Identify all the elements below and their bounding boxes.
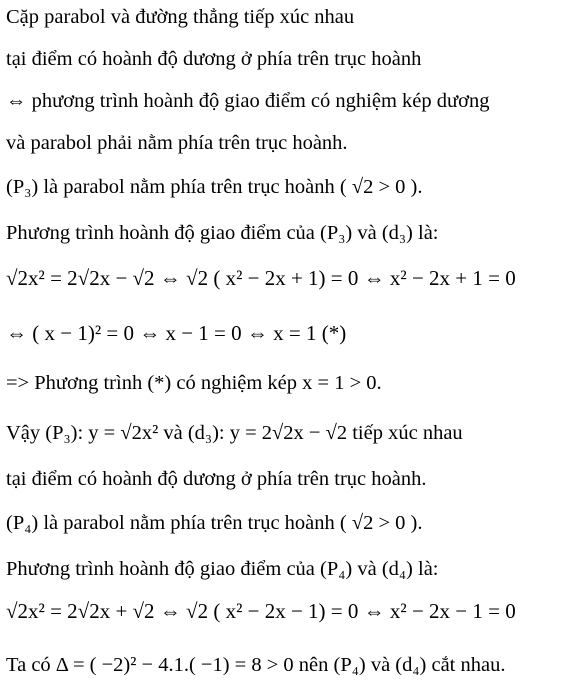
text-line-12: Ta có Δ = ( −2)² − 4.1.( −1) = 8 > 0 nên (P₄) và (d₄) cắt nhau. — [6, 654, 506, 676]
text-line-3: ⇔ phương trình hoành độ giao điểm có nghiệm kép dương — [6, 90, 490, 112]
text-line-9: tại điểm có hoành độ dương ở phía trên trục hoành. — [6, 468, 427, 490]
equation-line-1: √2x² = 2√2x − √2 ⇔ √2 ( x² − 2x + 1) = 0 ⇔ x² − 2x + 1 = 0 — [6, 266, 516, 290]
equation-line-2: ⇔ ( x − 1)² = 0 ⇔ x − 1 = 0 ⇔ x = 1 (*) — [6, 321, 347, 345]
text-line-1: Cặp parabol và đường thẳng tiếp xúc nhau — [6, 6, 355, 28]
text-line-2: tại điểm có hoành độ dương ở phía trên trục hoành — [6, 48, 422, 70]
equation-line-3: √2x² = 2√2x + √2 ⇔ √2 ( x² − 2x − 1) = 0 ⇔ x² − 2x − 1 = 0 — [6, 599, 516, 623]
text-line-10: (P₄) là parabol nằm phía trên trục hoành ( √2 > 0 ). — [6, 512, 423, 534]
text-line-11: Phương trình hoành độ giao điểm của (P₄) và (d₄) là: — [6, 558, 439, 580]
text-line-5: (P₃) là parabol nằm phía trên trục hoành ( √2 > 0 ). — [6, 176, 423, 198]
text-line-6: Phương trình hoành độ giao điểm của (P₃) và (d₃) là: — [6, 222, 439, 244]
text-line-7: => Phương trình (*) có nghiệm kép x = 1 > 0. — [6, 372, 382, 394]
text-line-4: và parabol phải nằm phía trên trục hoành. — [6, 132, 348, 154]
text-line-8: Vậy (P₃): y = √2x² và (d₃): y = 2√2x − √2 tiếp xúc nhau — [6, 422, 463, 444]
